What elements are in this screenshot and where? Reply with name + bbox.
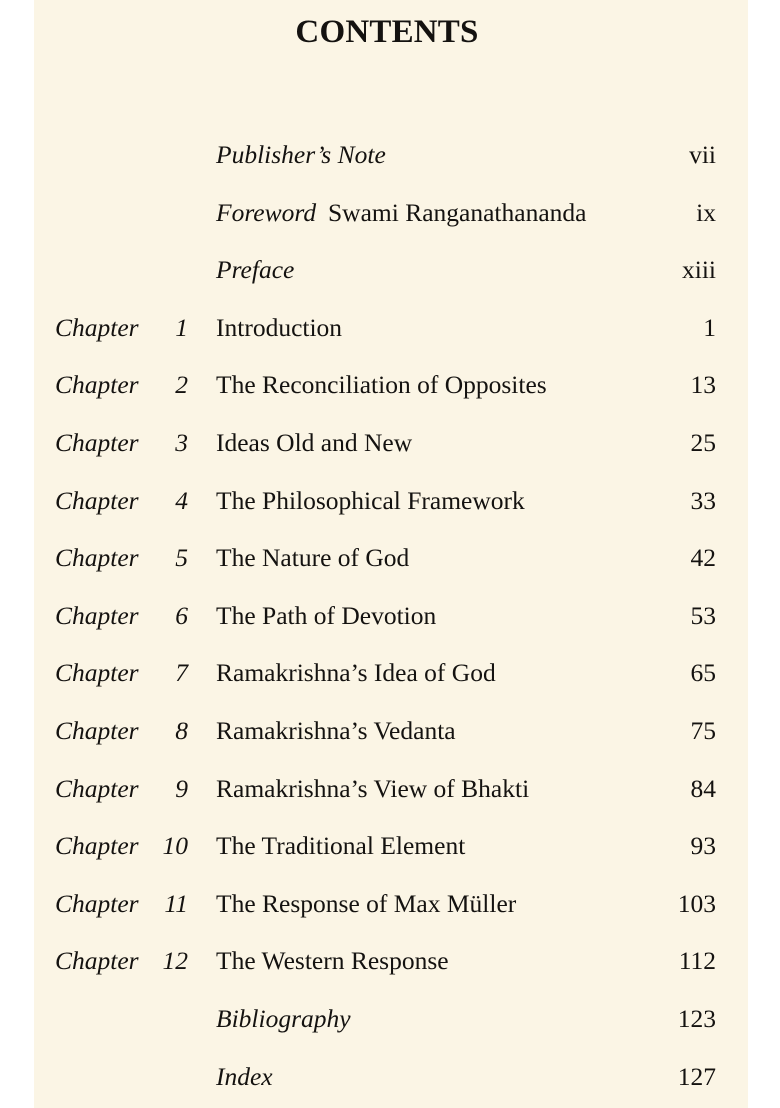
chapter-title: Ramakrishna’s View of Bhakti — [216, 773, 530, 803]
chapter-label: Chapter — [55, 312, 139, 342]
entry-author: Swami Ranganathananda — [328, 197, 587, 227]
toc-entry — [0, 713, 780, 749]
chapter-number: 6 — [175, 600, 188, 630]
toc-entry — [0, 483, 780, 519]
chapter-label: Chapter — [55, 658, 139, 688]
chapter-title: The Reconciliation of Opposites — [216, 370, 547, 400]
chapter-title: Ramakrishna’s Vedanta — [216, 716, 456, 745]
chapter-title: The Nature of God — [216, 543, 410, 573]
toc-entry — [0, 425, 780, 461]
chapter-label: Chapter — [55, 370, 139, 400]
chapter-page: 25 — [690, 428, 716, 457]
chapter-label: Chapter — [55, 543, 139, 573]
toc-entry — [0, 1059, 780, 1095]
chapter-page: 75 — [690, 716, 716, 745]
entry-page: 123 — [677, 1004, 716, 1033]
chapter-label: Chapter — [55, 831, 139, 861]
chapter-number: 5 — [175, 543, 188, 573]
entry-page: vii — [689, 140, 716, 169]
chapter-page: 33 — [690, 485, 716, 515]
toc-entry — [0, 137, 780, 173]
chapter-label: Chapter — [55, 716, 139, 745]
chapter-title: The Response of Max Müller — [216, 888, 517, 918]
chapter-title: The Western Response — [216, 946, 449, 976]
chapter-title: The Traditional Element — [216, 831, 466, 861]
page-title: CONTENTS — [295, 14, 479, 50]
toc-entry — [0, 367, 780, 403]
toc-entry — [0, 828, 780, 864]
chapter-page: 112 — [678, 946, 716, 976]
chapter-page: 65 — [690, 658, 716, 688]
chapter-number: 11 — [164, 888, 188, 918]
chapter-page: 84 — [690, 773, 716, 803]
entry-page: ix — [696, 197, 716, 227]
toc-entry — [0, 1001, 780, 1037]
entry-page: xiii — [681, 255, 716, 285]
chapter-title: The Path of Devotion — [216, 600, 437, 630]
toc-entry — [0, 771, 780, 807]
chapter-page: 53 — [690, 600, 716, 630]
toc-entry — [0, 598, 780, 634]
chapter-number: 4 — [175, 485, 188, 515]
chapter-title: The Philosophical Framework — [216, 485, 525, 515]
toc-entry — [0, 886, 780, 922]
entry-title: Publisher’s Note — [216, 140, 386, 169]
chapter-title: Introduction — [216, 312, 343, 342]
chapter-page: 93 — [690, 831, 716, 861]
chapter-label: Chapter — [55, 946, 139, 976]
chapter-label: Chapter — [55, 773, 139, 803]
toc-entry — [0, 252, 780, 288]
toc-entry — [0, 943, 780, 979]
entry-title: Preface — [216, 255, 295, 285]
chapter-label: Chapter — [55, 600, 139, 630]
entry-title: Index — [216, 1061, 273, 1091]
chapter-label: Chapter — [55, 428, 139, 457]
entry-title: Bibliography — [216, 1004, 351, 1033]
chapter-number: 1 — [175, 312, 188, 342]
chapter-label: Chapter — [55, 485, 139, 515]
toc-entry — [0, 310, 780, 346]
chapter-page: 103 — [677, 888, 716, 918]
toc-entry — [0, 655, 780, 691]
chapter-page: 42 — [690, 543, 716, 573]
toc-entry — [0, 540, 780, 576]
chapter-number: 12 — [162, 946, 188, 976]
chapter-number: 7 — [175, 658, 188, 688]
chapter-title: Ramakrishna’s Idea of God — [216, 658, 496, 688]
chapter-label: Chapter — [55, 888, 139, 918]
toc-entry — [0, 195, 780, 231]
chapter-page: 13 — [690, 370, 716, 400]
entry-title: Foreword — [216, 197, 317, 227]
entry-page: 127 — [677, 1061, 716, 1091]
chapter-number: 2 — [175, 370, 188, 400]
chapter-number: 10 — [162, 831, 188, 861]
chapter-page: 1 — [703, 312, 716, 342]
chapter-number: 9 — [175, 773, 188, 803]
chapter-title: Ideas Old and New — [216, 428, 413, 457]
chapter-number: 3 — [175, 428, 188, 457]
chapter-number: 8 — [175, 716, 188, 745]
